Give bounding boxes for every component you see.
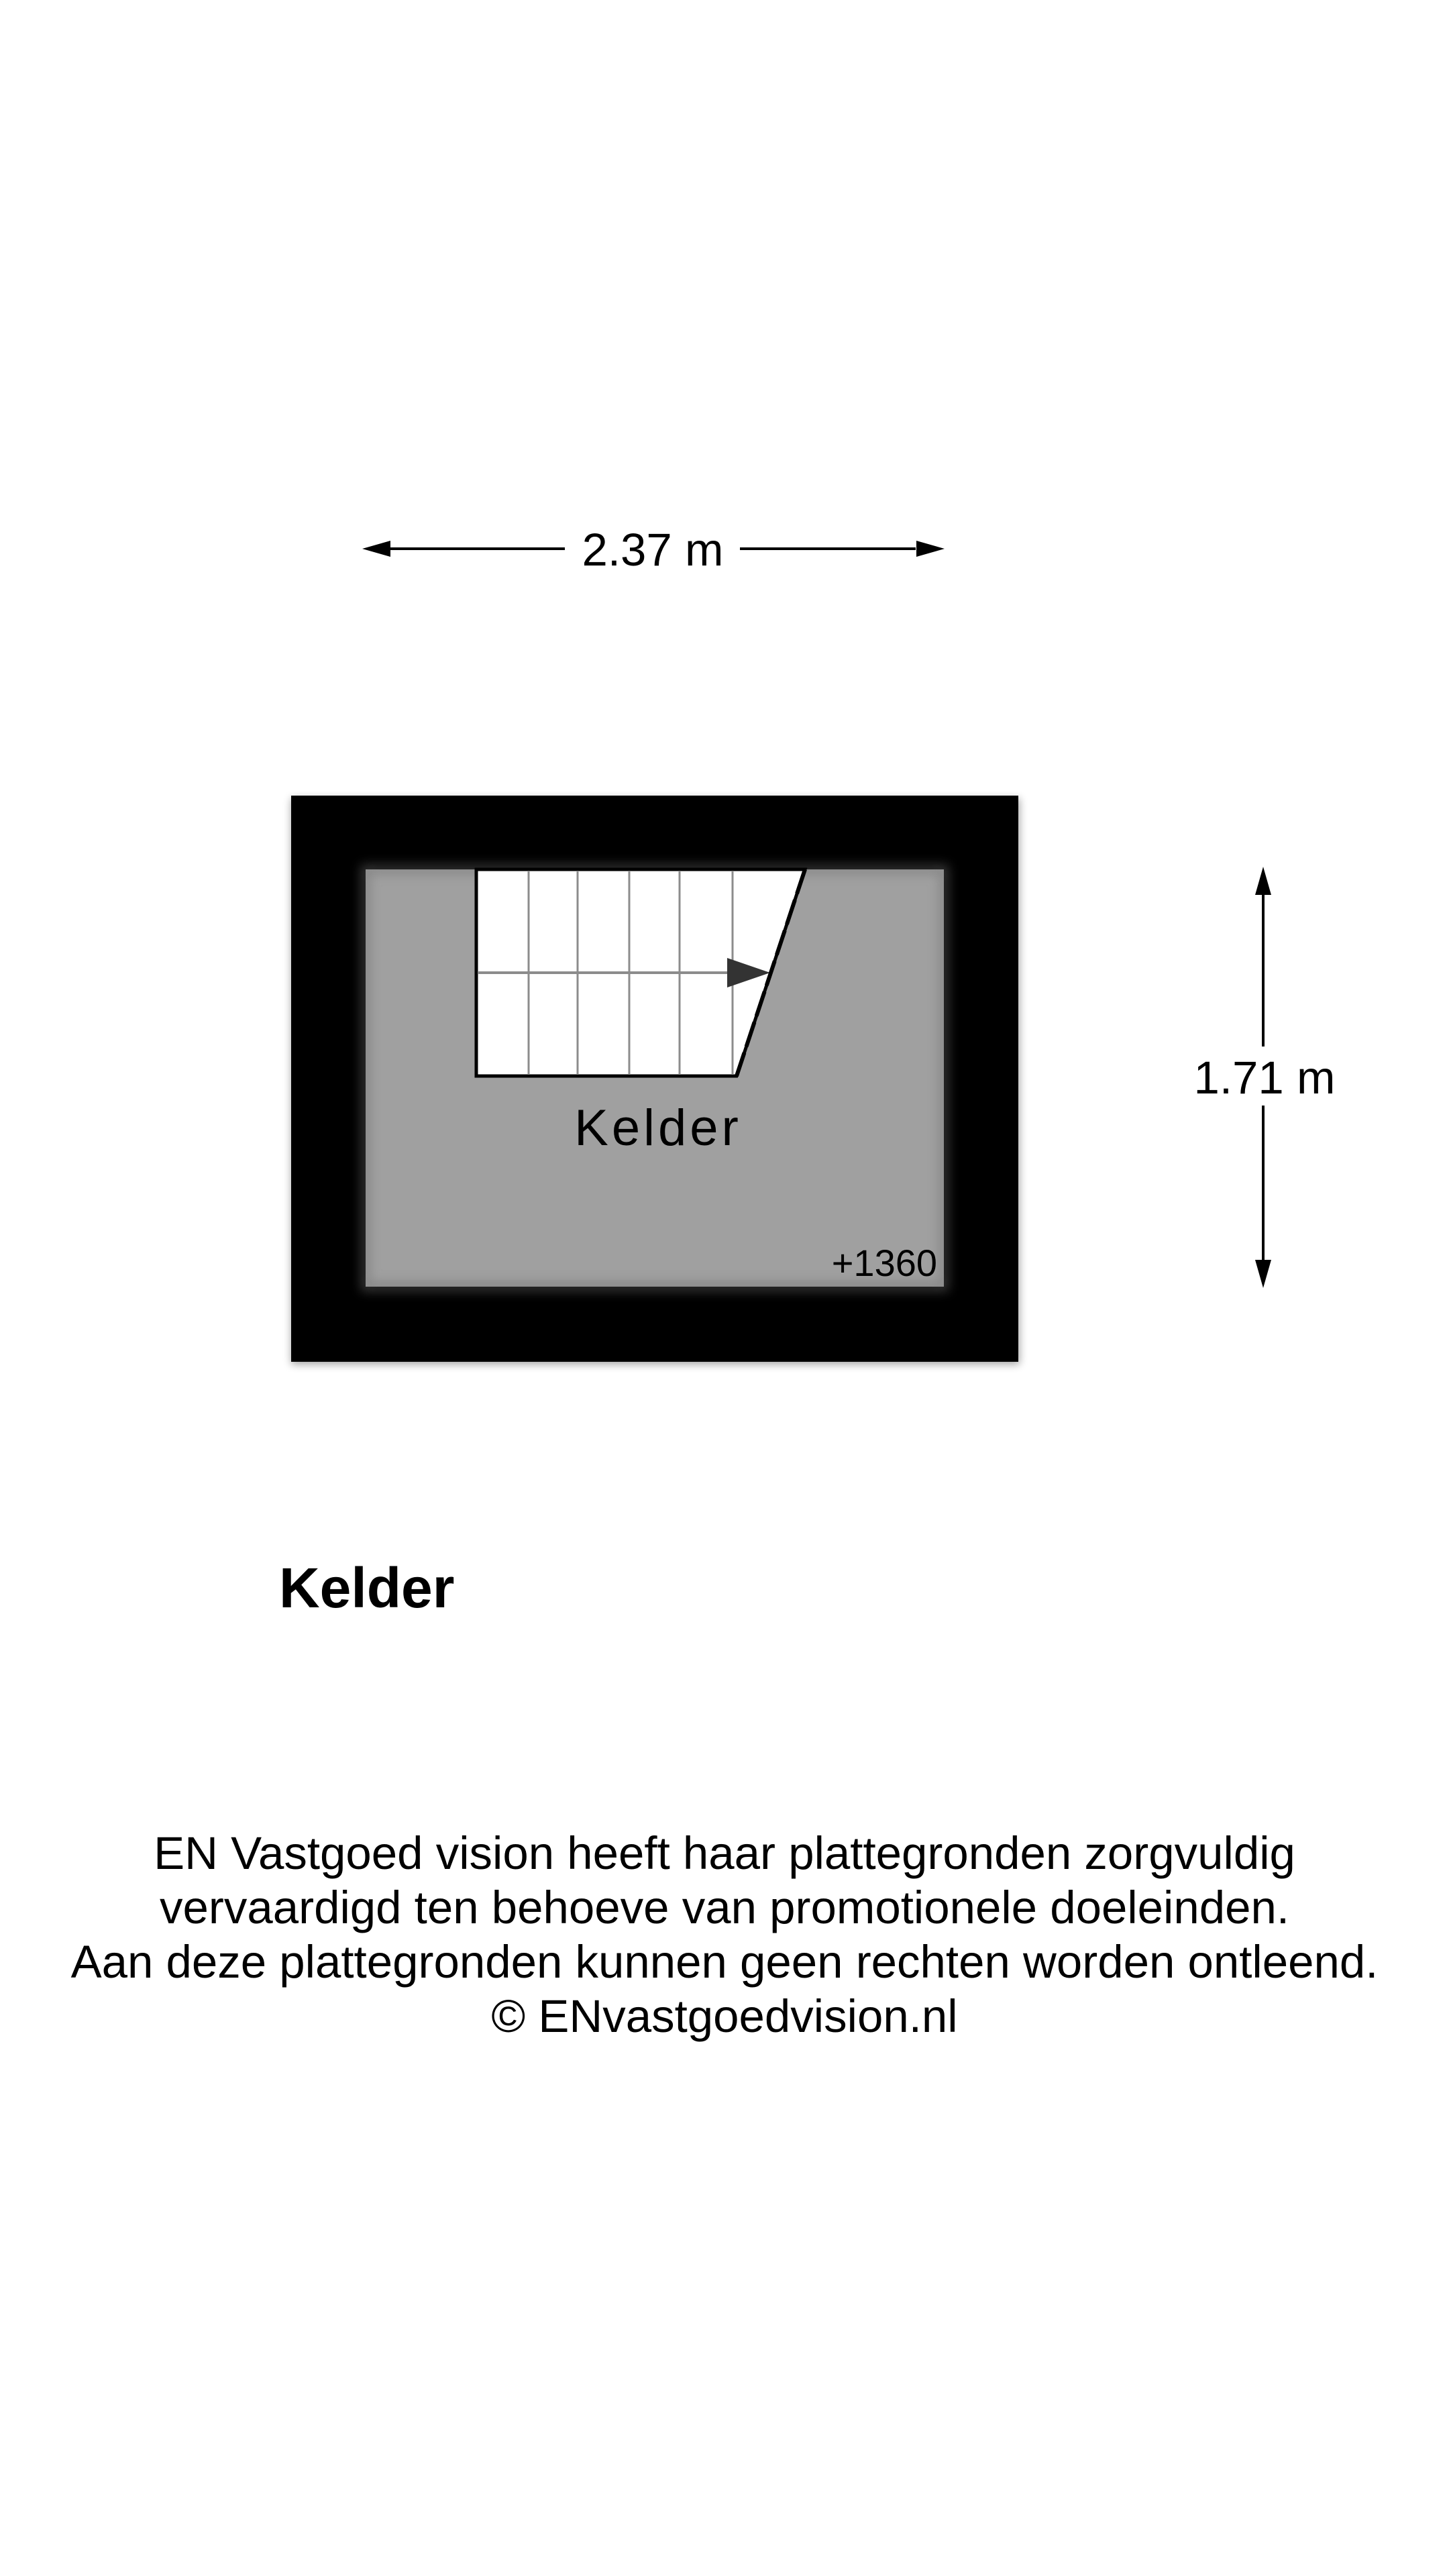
room-kelder	[291, 796, 1020, 1364]
height-arrow-up-icon	[1255, 867, 1271, 895]
floor-caption: Kelder	[279, 1556, 455, 1619]
height-dimension-label: 1.71 m	[1193, 1052, 1336, 1104]
disclaimer-line: EN Vastgoed vision heeft haar plattegronden zorgvuldig	[154, 1827, 1295, 1879]
width-arrow-right-icon	[916, 541, 945, 557]
height-dimension	[1194, 867, 1336, 1288]
disclaimer-line: vervaardigd ten behoeve van promotionele doeleinden.	[159, 1882, 1290, 1933]
width-dimension-label: 2.37 m	[582, 524, 724, 576]
copyright-line: © ENvastgoedvision.nl	[491, 1990, 958, 2042]
height-arrow-down-icon	[1255, 1260, 1271, 1288]
width-dimension	[362, 524, 945, 576]
level-marker: +1360	[831, 1242, 937, 1284]
disclaimer-line: Aan deze plattegronden kunnen geen rechten worden ontleend.	[70, 1936, 1379, 1988]
width-arrow-left-icon	[362, 541, 390, 557]
room-label: Kelder	[574, 1099, 742, 1157]
disclaimer	[0, 1826, 1449, 2043]
